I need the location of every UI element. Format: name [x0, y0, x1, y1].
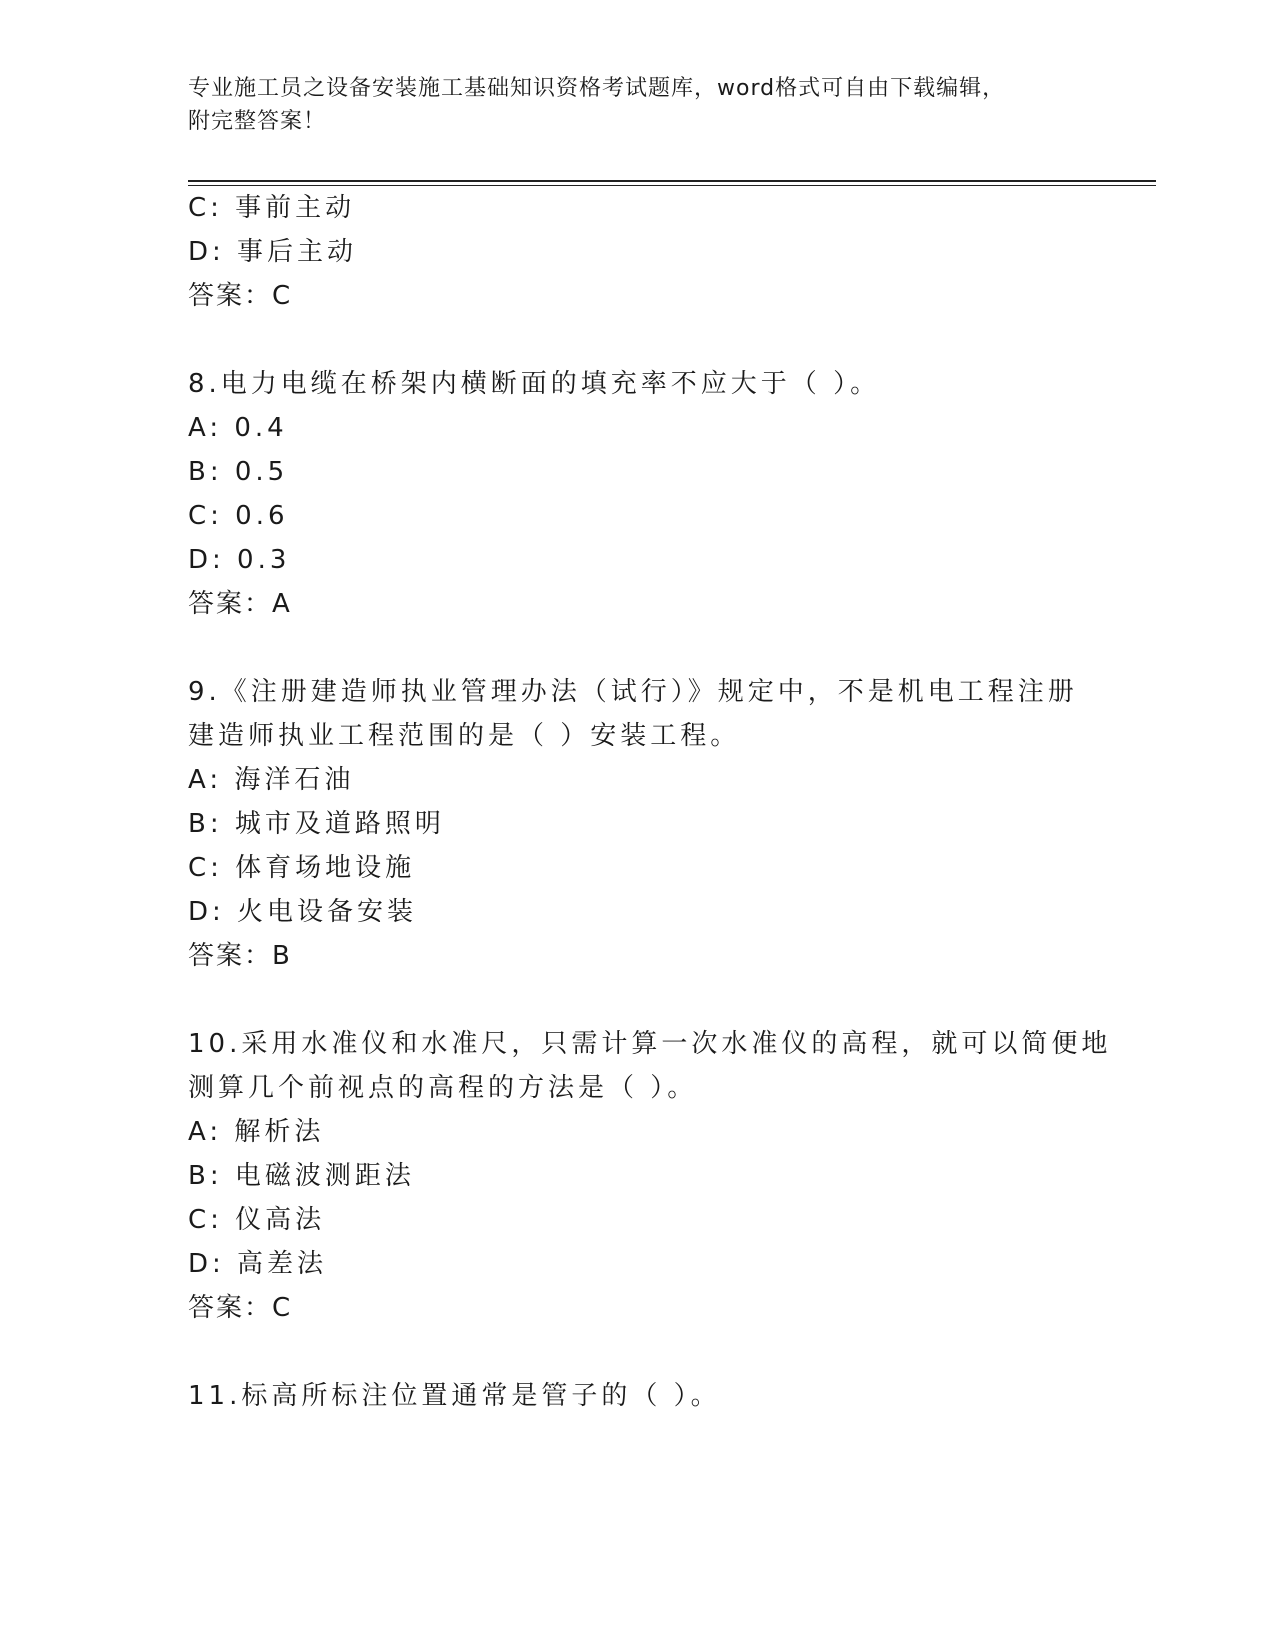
option-a: A: 海洋石油: [188, 765, 355, 795]
answer-line: 答案：C: [188, 1293, 293, 1323]
option-c: C: 体育场地设施: [188, 853, 416, 883]
option-d: D: 高差法: [188, 1249, 328, 1279]
question-9-text-line-1: 9.《注册建造师执业管理办法（试行）》规定中，不是机电工程注册: [188, 677, 1078, 707]
option-c: C: 事前主动: [188, 193, 356, 223]
option-c: C: 仪高法: [188, 1205, 326, 1235]
question-8-text: 8.电力电缆在桥架内横断面的填充率不应大于（ ）。: [188, 369, 881, 399]
option-a: A: 解析法: [188, 1117, 325, 1147]
answer-line: 答案：C: [188, 281, 293, 311]
question-9-text-line-2: 建造师执业工程范围的是（ ）安装工程。: [188, 721, 741, 751]
option-d: D: 0.3: [188, 545, 291, 575]
option-d: D: 事后主动: [188, 237, 358, 267]
option-b: B: 0.5: [188, 457, 289, 487]
option-c: C: 0.6: [188, 501, 289, 531]
answer-line: 答案：B: [188, 941, 292, 971]
option-a: A: 0.4: [188, 413, 288, 443]
document-header: [188, 72, 1088, 138]
question-10-text-line-2: 测算几个前视点的高程的方法是（ ）。: [188, 1073, 698, 1103]
option-b: B: 电磁波测距法: [188, 1161, 415, 1191]
header-divider-thick: [188, 180, 1156, 182]
header-divider-thin: [188, 185, 1156, 186]
question-11-text: 11.标高所标注位置通常是管子的（ ）。: [188, 1381, 721, 1411]
answer-line: 答案：A: [188, 589, 292, 619]
question-10-text-line-1: 10.采用水准仪和水准尺，只需计算一次水准仪的高程，就可以简便地: [188, 1029, 1112, 1059]
header-line-1: 专业施工员之设备安装施工基础知识资格考试题库，word格式可自由下载编辑，: [188, 76, 1006, 101]
option-d: D: 火电设备安装: [188, 897, 418, 927]
header-line-2: 附完整答案！: [188, 109, 327, 134]
option-b: B: 城市及道路照明: [188, 809, 445, 839]
